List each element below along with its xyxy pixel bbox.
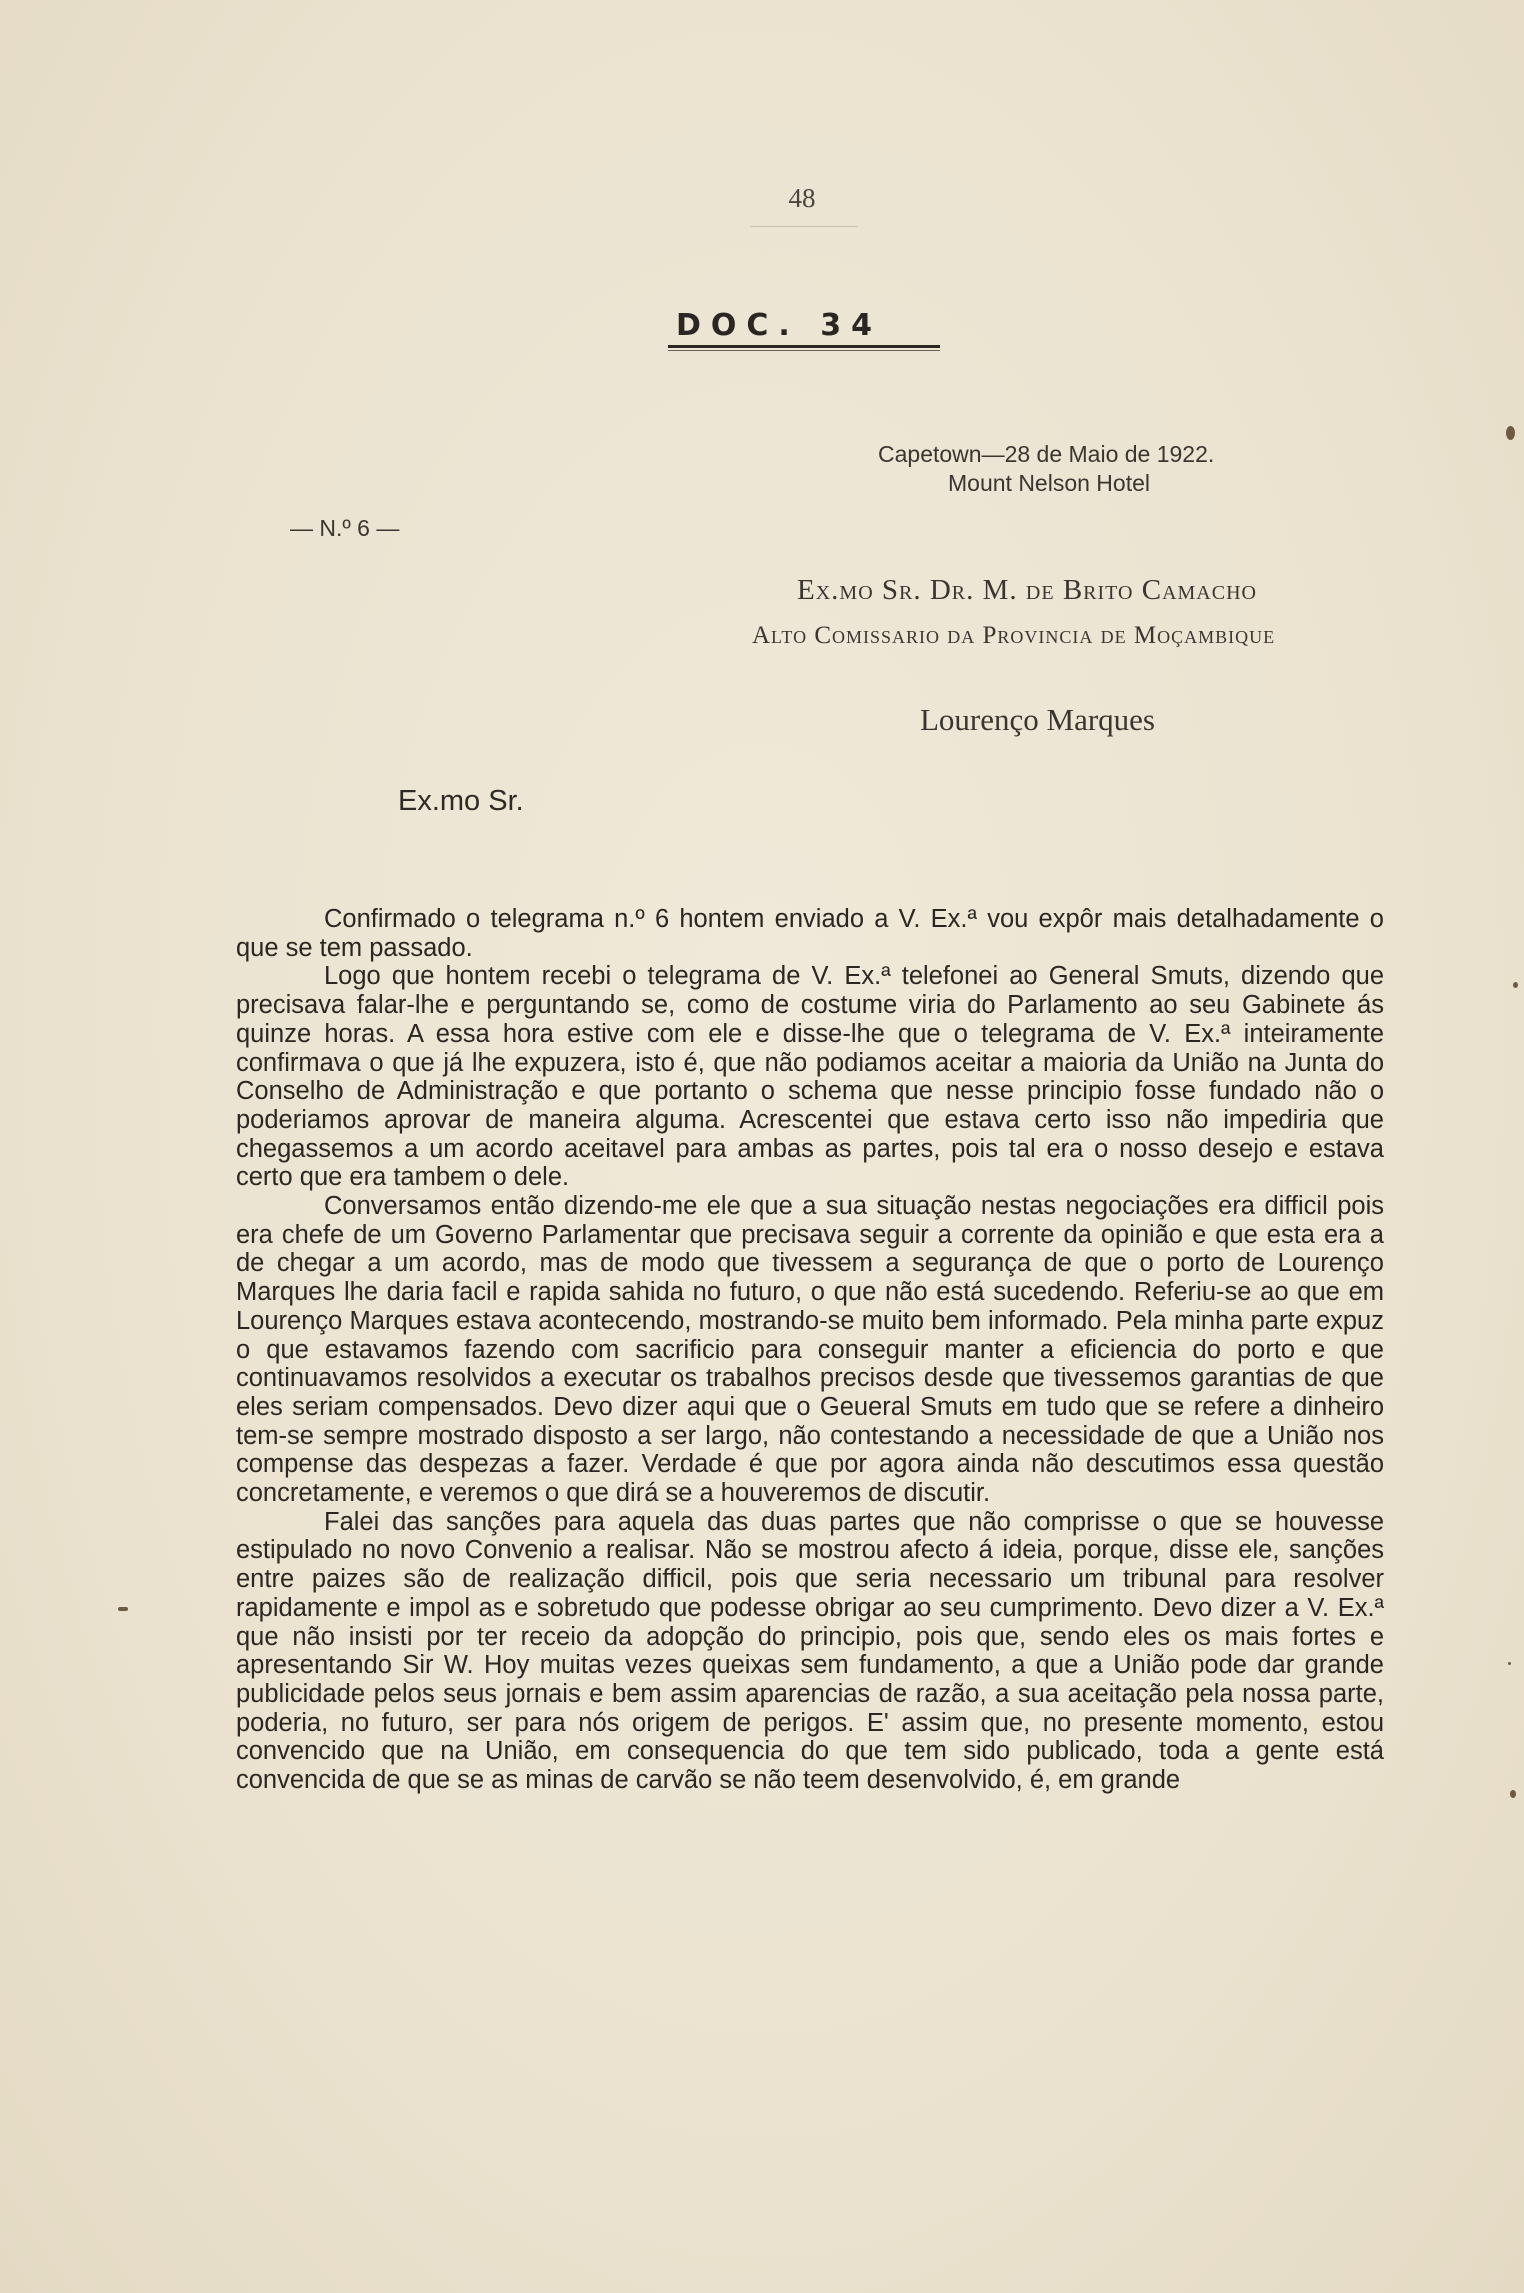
paper-speck — [1508, 1662, 1511, 1665]
body-paragraph: Confirmado o telegrama n.º 6 hontem enviado a V. Ex.ª vou expôr mais detalhadamente o que se tem passado. — [236, 905, 1384, 962]
addressee-name: Ex.mo Sr. Dr. M. de Brito Camacho — [797, 574, 1257, 606]
letter-number: — N.º 6 — — [290, 515, 400, 541]
paper-speck — [1506, 426, 1515, 440]
body-paragraph: Conversamos então dizendo-me ele que a sua situação nestas negociações era difficil pois era chefe de um Governo Parlamentar que precisava seguir a corrente da opinião e que esta era a de chegar a um acordo, mas de modo que tivessem a segurança de que o porto de Lourenço Marques lhe daria facil e rapida sahida no futuro, o que não está sucedendo. Referiu-se ao que em Lourenço Marques estava acontecendo, mostrando-se muito bem informado. Pela minha parte expuz o que estavamos fazendo com sacrificio para conseguir manter a eficiencia do porto e que continuavamos resolvidos a executar os trabalhos precisos desde que tivessemos garantias de que eles seriam compensados. Devo dizer aqui que o Geueral Smuts em tudo que se refere a dinheiro tem-se sempre mostrado disposto a ser largo, não contestando a necessidade de que a União nos compense das despezas a fazer. Verdade é que por agora ainda não descutimos essa questão concretamente, e veremos o que dirá se a houveremos de discutir. — [236, 1192, 1384, 1508]
body-paragraph: Falei das sanções para aquela das duas partes que não comprisse o que se houvesse estipulado no novo Convenio a realisar. Não se mostrou afecto á ideia, porque, disse ele, sanções entre paizes são de realização difficil, pois que seria necessario um tribunal para resolver rapidamente e impol as e sobretudo que podesse obrigar ao seu cumprimento. Devo dizer a V. Ex.ª que não insisti por ter receio da adopção do principio, pois que, sendo eles os mais fortes e apresentando Sir W. Hoy muitas vezes queixas sem fundamento, a que a União pode dar grande publicidade pelos seus jornais e bem assim aparencias de razão, a sua aceitação pela nossa parte, poderia, no futuro, ser para nós origem de perigos. E' assim que, no presente momento, estou convencido que na União, em consequencia do que tem sido publicado, toda a gente está convencida de que se as minas de carvão se não teem desenvolvido, é, em grande — [236, 1507, 1384, 1795]
paper-speck — [118, 1607, 128, 1611]
letter-body — [236, 905, 1384, 1795]
doc-heading-underline — [668, 345, 940, 348]
page-number: 48 — [788, 183, 816, 213]
letter-date: Capetown—28 de Maio de 1922. — [878, 441, 1215, 467]
addressee-city: Lourenço Marques — [920, 702, 1155, 737]
doc-heading: DOC. 34 — [676, 308, 883, 343]
page-number-rule — [750, 226, 858, 227]
paper-speck — [1510, 1790, 1516, 1798]
addressee-title: Alto Comissario da Provincia de Moçambique — [752, 622, 1276, 649]
doc-heading-underline-thin — [668, 350, 940, 351]
body-paragraph: Logo que hontem recebi o telegrama de V. Ex.ª telefonei ao General Smuts, dizendo que precisava falar-lhe e perguntando se, como de costume viria do Parlamento ao seu Gabinete ás quinze horas. A essa hora estive com ele e disse-lhe que o telegrama de V. Ex.ª inteiramente confirmava o que já lhe expuzera, isto é, que não podiamos aceitar a maioria da União na Junta do Conselho de Administração e que portanto o schema que nesse principio fosse fundado não o poderiamos aprovar de maneira alguma. Acrescentei que estava certo isso não impediria que chegassemos a um acordo aceitavel para ambas as partes, pois tal era o nosso desejo e estava certo que era tambem o dele. — [236, 962, 1384, 1192]
letter-location: Mount Nelson Hotel — [948, 470, 1150, 496]
salutation: Ex.mo Sr. — [398, 785, 524, 817]
paper-speck — [1513, 982, 1518, 988]
